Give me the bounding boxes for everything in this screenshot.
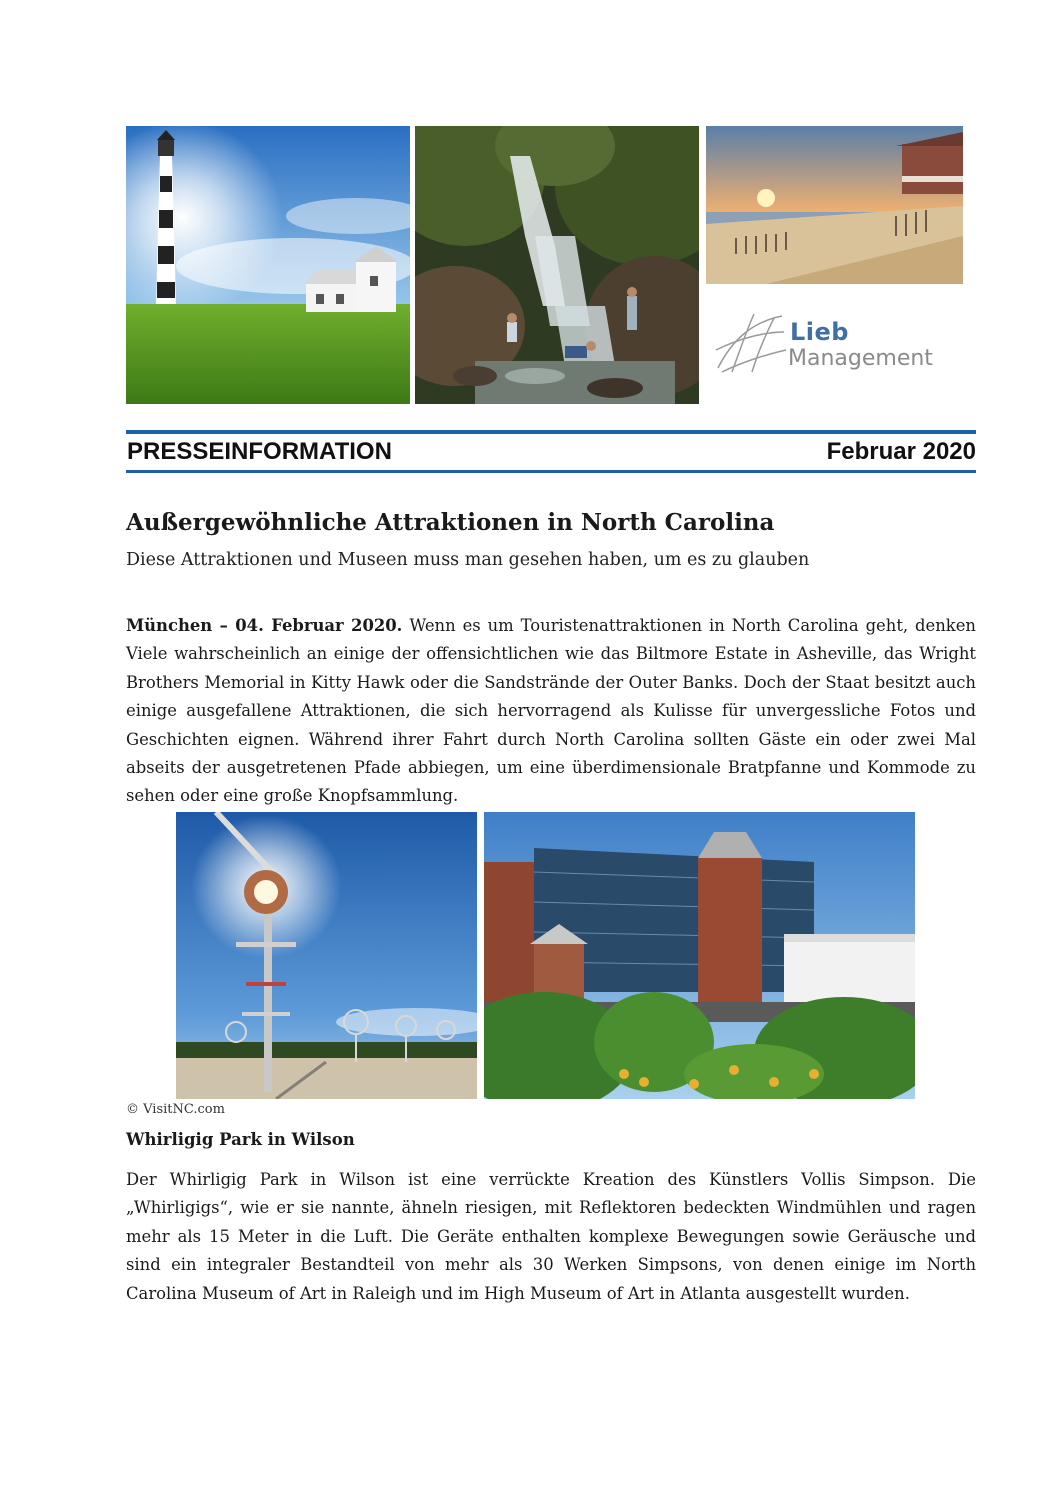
intro-text: Wenn es um Touristenattraktionen in North Carolina geht, denken Viele wahrscheinlich an einige der offensichtlichen wie das Biltmore Estate in Asheville, das Wright Brothers Memorial in Kitty Hawk oder die Sandstrände der Outer Banks. Doch der Staat besitzt auch einige ausgefallene Attraktionen, die sich hervorragend als Kulisse für unvergessliche Fotos und Geschichten eignen. Während ihrer Fahrt durch North Carolina sollten Gäste ein oder zwei Mal abseits der ausgetretenen Pfade abbiegen, um eine überdimensionale Bratpfanne und Kommode zu sehen oder eine große Knopfsammlung.: [126, 616, 976, 806]
beach-sunset-photo: [706, 126, 963, 284]
logo-text-management: Management: [788, 346, 933, 371]
press-date: Februar 2020: [826, 438, 976, 465]
dateline: München – 04. Februar 2020.: [126, 616, 403, 635]
section-heading-whirligig: Whirligig Park in Wilson: [126, 1130, 355, 1149]
article-title: Außergewöhnliche Attraktionen in North Carolina: [126, 509, 775, 536]
section-paragraph-whirligig: Der Whirligig Park in Wilson ist eine verrückte Kreation des Künstlers Vollis Simpson. Die „Whirligigs“, wie er sie nannte, ähneln riesigen, mit Reflektoren bedeckten Windmühlen und ragen mehr als 15 Meter in die Luft. Die Geräte enthalten komplexe Bewegungen sowie Geräusche und sind ein integraler Bestandteil von mehr als 30 Werken Simpsons, von denen einige im North Carolina Museum of Art in Raleigh und im High Museum of Art in Atlanta ausgestellt wurden.: [126, 1170, 976, 1303]
lieb-management-logo: [708, 296, 964, 404]
museum-building-photo: [484, 812, 915, 1099]
photo-credit: © VisitNC.com: [126, 1102, 225, 1117]
waterfall-photo: [415, 126, 699, 404]
banner-top-rule: [126, 430, 976, 434]
lighthouse-photo: [126, 126, 410, 404]
banner-bottom-rule: [126, 470, 976, 473]
intro-paragraph: [126, 612, 976, 811]
globe-logo-icon: [712, 310, 788, 374]
press-label: PRESSEINFORMATION: [127, 438, 392, 465]
article-subtitle: Diese Attraktionen und Museen muss man gesehen haben, um es zu glauben: [126, 550, 810, 570]
whirligig-photo: [176, 812, 477, 1099]
logo-text-lieb: Lieb: [790, 318, 849, 346]
